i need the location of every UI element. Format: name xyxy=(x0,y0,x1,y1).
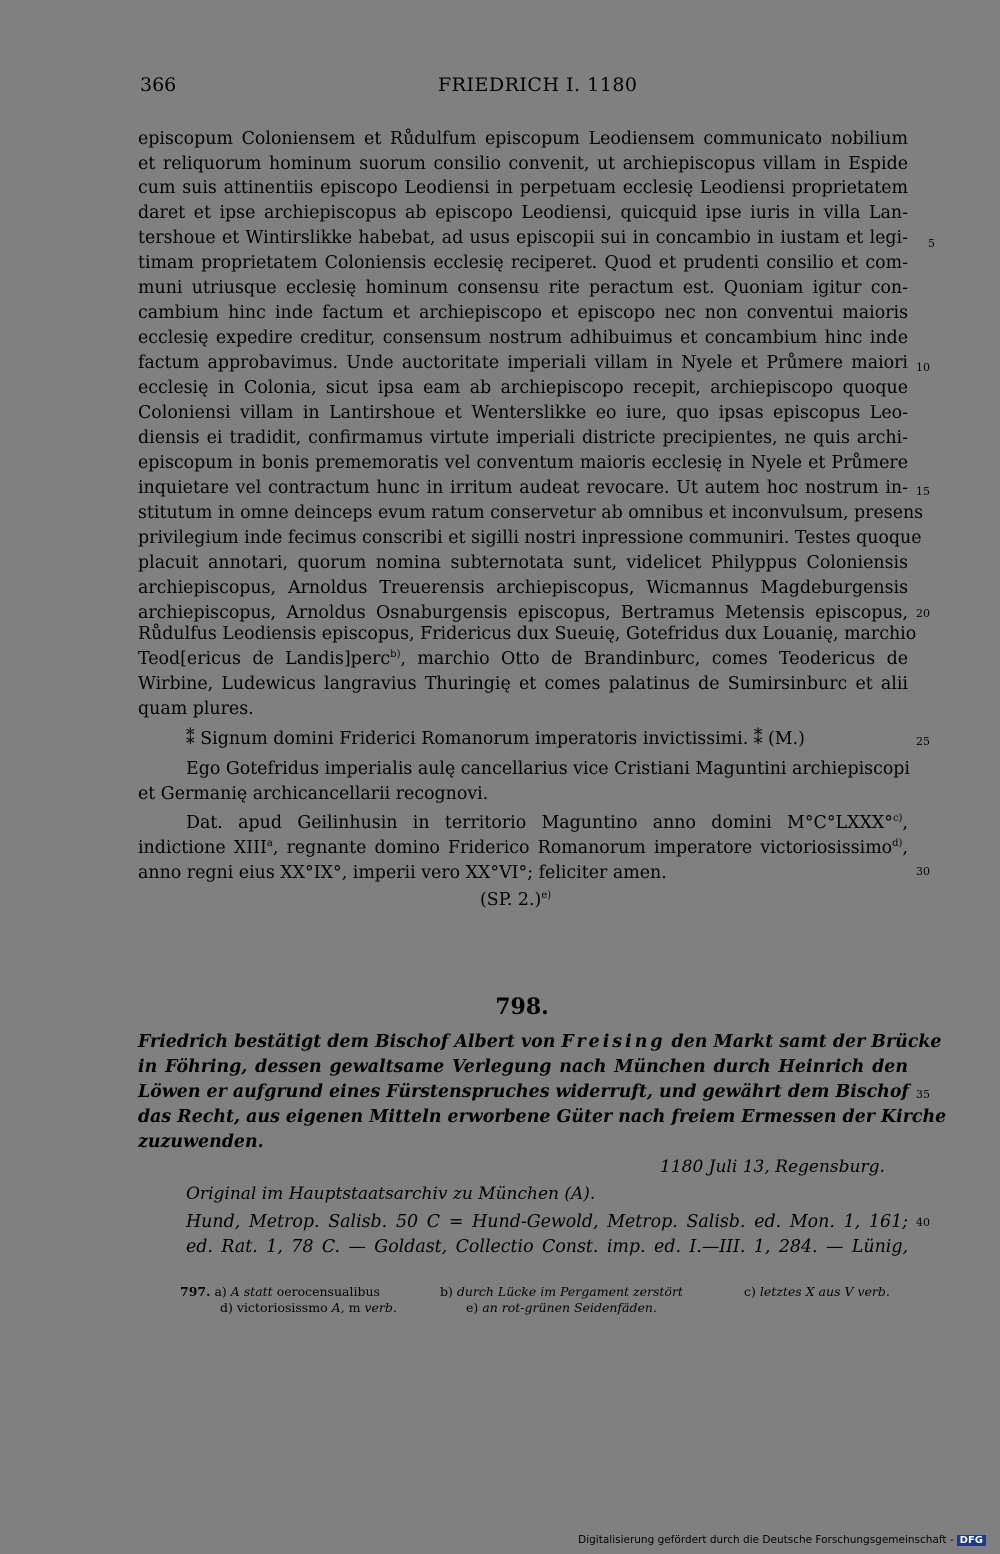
body-line: cambium hinc inde factum et archiepiscopo et episcopo nec non conventui maioris xyxy=(138,303,908,323)
body-line: archiepiscopus, Arnoldus Osnaburgensis episcopus, Bertramus Metensis episcopus, xyxy=(138,603,908,623)
body-line: ecclesię expedire creditur, consensum nostrum adhibuimus et concambium hinc inde xyxy=(138,328,908,348)
line-number-15: 15 xyxy=(916,485,930,498)
line-number-30: 30 xyxy=(916,865,930,878)
body-line-quam: quam plures. xyxy=(138,699,254,719)
line-number-20: 20 xyxy=(916,607,930,620)
page-number: 366 xyxy=(140,74,177,96)
dating-line-1: Dat. apud Geilinhusin in territorio Maguntino anno domini M°C°LXXX°$^{c)}$, xyxy=(186,813,908,833)
footnote-c: c) letztes X aus V verb. xyxy=(744,1284,890,1299)
body-line: Coloniensi villam in Lantirshoue et Wenterslikke eo iure, quo ipsas episcopus Leo- xyxy=(138,403,908,423)
body-line: muni utriusque ecclesię hominum consensu rite peractum est. Quoniam igitur con- xyxy=(138,278,908,298)
document-number: 798. xyxy=(495,994,549,1020)
line-number-10: 10 xyxy=(916,361,930,374)
body-line: ecclesię in Colonia, sicut ipsa eam ab archiepiscopo recepit, archiepiscopo quoque xyxy=(138,378,908,398)
body-line: episcopum Coloniensem et Růdulfum episcopum Leodiensem communicato nobilium xyxy=(138,129,908,149)
recognition-line-2: et Germanię archicancellarii recognovi. xyxy=(138,784,489,804)
footnote-d: d) victoriosissmo A, m verb. xyxy=(220,1300,397,1315)
line-number-35: 35 xyxy=(916,1088,930,1101)
body-line: diensis ei tradidit, confirmamus virtute imperiali districte precipientes, ne quis archi- xyxy=(138,428,908,448)
body-line: placuit annotari, quorum nomina subternotata sunt, videlicet Philyppus Coloniensis xyxy=(138,553,908,573)
references-line-2: ed. Rat. 1, 78 C. — Goldast, Collectio Const. imp. ed. I.—III. 1, 284. — Lünig, xyxy=(186,1237,908,1257)
summary-line-1: Friedrich bestätigt dem Bischof Albert von Freising den Markt samt der Brücke xyxy=(138,1032,942,1052)
seal-note: (SP. 2.)$^{e)}$ xyxy=(480,890,552,910)
body-line: episcopum in bonis prememoratis vel conventum maioris ecclesię in Nyele et Průmere xyxy=(138,453,908,473)
dating-line-2: indictione XIII$^a$, regnante domino Friderico Romanorum imperatore victoriosissimo$^{d)}$, xyxy=(138,838,908,858)
body-line: archiepiscopus, Arnoldus Treuerensis archiepiscopus, Wicmannus Magdeburgensis xyxy=(138,578,908,598)
running-title: FRIEDRICH I. 1180 xyxy=(438,74,638,96)
line-number-40: 40 xyxy=(916,1216,930,1229)
summary-line-2: in Föhring, dessen gewaltsame Verlegung nach München durch Heinrich den xyxy=(138,1057,908,1077)
body-line: timam proprietatem Coloniensis ecclesię reciperet. Quod et prudenti consilio et com- xyxy=(138,253,908,273)
body-line: stitutum in omne deinceps evum ratum conservetur ab omnibus et inconvulsum, presens xyxy=(138,503,924,523)
summary-line-4: das Recht, aus eigenen Mitteln erworbene Güter nach freiem Ermessen der Kirche xyxy=(138,1107,947,1127)
footnote-label: 797. xyxy=(180,1284,211,1299)
date-place: 1180 Juli 13, Regensburg. xyxy=(660,1157,885,1177)
dating-line-3: anno regni eius XX°IX°, imperii vero XX°VI°; feliciter amen. xyxy=(138,863,667,883)
funding-credit xyxy=(578,1534,986,1546)
body-line: tershoue et Wintirslikke habebat, ad usus episcopii sui in concambio in iustam et legi- xyxy=(138,228,908,248)
summary-line-5: zuzuwenden. xyxy=(138,1132,264,1152)
dfg-logo: DFG xyxy=(957,1535,986,1546)
original-source: Original im Hauptstaatsarchiv zu München (A). xyxy=(186,1184,596,1204)
body-line-teod: Teod[ericus de Landis]perc$^{b)}$, marchio Otto de Brandinburc, comes Teodericus de xyxy=(138,649,909,669)
body-line: daret et ipse archiepiscopus ab episcopo Leodiensi, quicquid ipse iuris in villa Lan- xyxy=(138,203,908,223)
signum-line: ⁑ Signum domini Friderici Romanorum imperatoris invictissimi. ⁑ (M.) xyxy=(186,729,805,749)
body-line: Růdulfus Leodiensis episcopus, Fridericus dux Sueuię, Gotefridus dux Louanię, marchio xyxy=(138,624,917,644)
summary-line-3: Löwen er aufgrund eines Fürstenspruches widerruft, und gewährt dem Bischof xyxy=(138,1082,909,1102)
body-line: inquietare vel contractum hunc in irritum audeat revocare. Ut autem hoc nostrum in- xyxy=(138,478,908,498)
footnote-b: b) durch Lücke im Pergament zerstört xyxy=(440,1284,683,1299)
body-line: cum suis attinentiis episcopo Leodiensi in perpetuam ecclesię Leodiensi proprietatem xyxy=(138,178,908,198)
body-line: factum approbavimus. Unde auctoritate imperiali villam in Nyele et Průmere maiori xyxy=(138,353,908,373)
footnote-row-1: 797. a) A statt oerocensualibus xyxy=(180,1284,380,1299)
recognition-line-1: Ego Gotefridus imperialis aulę cancellarius vice Cristiani Maguntini archiepiscopi xyxy=(186,759,910,779)
credit-text: Digitalisierung gefördert durch die Deutsche Forschungsgemeinschaft - xyxy=(578,1534,954,1546)
footnote-e: e) an rot-grünen Seidenfäden. xyxy=(466,1300,657,1315)
body-line-wirbine: Wirbine, Ludewicus langravius Thuringię et comes palatinus de Sumirsinburc et alii xyxy=(138,674,908,694)
body-line: privilegium inde fecimus conscribi et sigilli nostri inpressione communiri. Testes quoque xyxy=(138,528,922,548)
line-number-25: 25 xyxy=(916,735,930,748)
body-line: et reliquorum hominum suorum consilio convenit, ut archiepiscopus villam in Espide xyxy=(138,154,908,174)
references-line-1: Hund, Metrop. Salisb. 50 C = Hund-Gewold, Metrop. Salisb. ed. Mon. 1, 161; xyxy=(186,1212,908,1232)
line-number-5: 5 xyxy=(928,237,935,250)
